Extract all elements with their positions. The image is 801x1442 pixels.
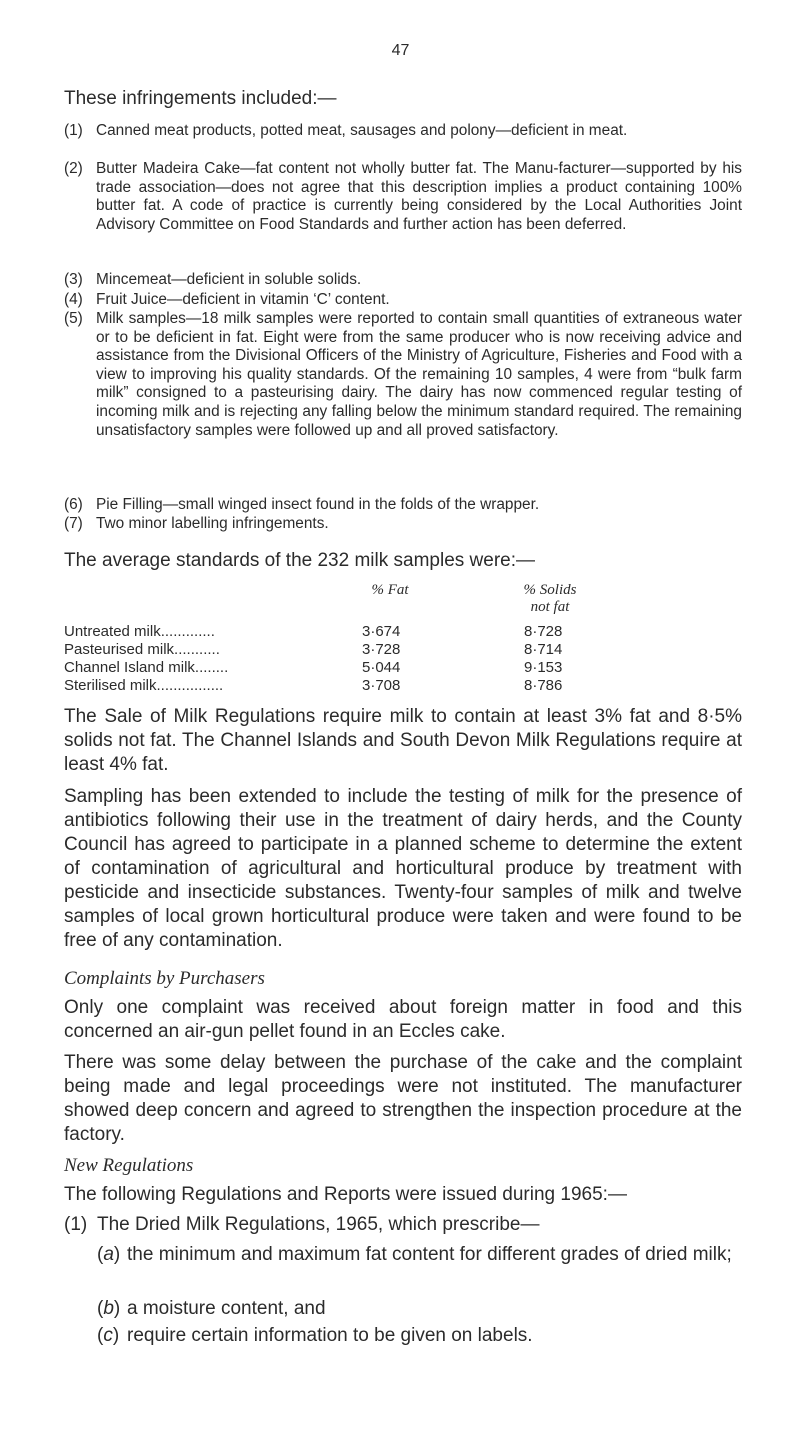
new-regulations-heading: New Regulations — [64, 1155, 194, 1176]
item-number: (7) — [64, 515, 83, 532]
item-number: (4) — [64, 291, 83, 308]
solids-value: 8·714 — [524, 641, 563, 658]
solids-value: 8·786 — [524, 677, 563, 694]
regulation-text: The Dried Milk Regulations, 1965, which prescribe— — [97, 1214, 540, 1235]
item-number: (6) — [64, 496, 83, 513]
item-text: Two minor labelling infringements. — [96, 515, 329, 532]
fat-value: 5·044 — [362, 659, 401, 676]
item-text: Canned meat products, potted meat, sausages and polony—deficient in meat. — [96, 122, 628, 139]
item-text: Fruit Juice—deficient in vitamin ‘C’ content. — [96, 291, 390, 308]
row-label: Untreated milk............. — [64, 623, 215, 640]
fat-value: 3·708 — [362, 677, 401, 694]
infringement-item — [64, 271, 742, 290]
infringement-item — [64, 310, 742, 440]
infringement-item — [64, 515, 742, 534]
regulation-number: (1) — [64, 1214, 88, 1235]
infringement-item — [64, 160, 742, 234]
item-number: (3) — [64, 271, 83, 288]
subitem-text: a moisture content, and — [127, 1298, 326, 1319]
regulation-item — [64, 1213, 742, 1237]
row-label: Channel Island milk........ — [64, 659, 229, 676]
col-header-fat: % Fat — [371, 582, 409, 598]
sampling-paragraph: Sampling has been extended to include the testing of milk for the presence of antibiotics following their use in the treatment of dairy herds, and the County Council has agreed to participate in a planned scheme to determine the extent of contamination of agricultural and horticultural produce by treatment with pesticide and insecticide substances. Twenty-four samples of milk and twelve samples of local grown horticultural produce were taken and were found to be free of any contamination. — [64, 786, 742, 951]
subitem-text: the minimum and maximum fat content for different grades of dried milk; — [127, 1244, 732, 1265]
infringement-item — [64, 122, 742, 141]
regulation-subitem — [97, 1297, 742, 1321]
subitem-letter: (c) — [97, 1325, 120, 1346]
row-label: Pasteurised milk........... — [64, 641, 220, 658]
milk-table-intro: The average standards of the 232 milk samples were:— — [64, 550, 536, 571]
subitem-letter: (b) — [97, 1298, 121, 1319]
subitem-text: require certain information to be given on labels. — [127, 1325, 533, 1346]
col-header-solids — [500, 582, 600, 616]
complaints-heading: Complaints by Purchasers — [64, 968, 265, 989]
row-label: Sterilised milk................ — [64, 677, 224, 694]
regulation-subitem — [97, 1324, 742, 1348]
fat-value: 3·728 — [362, 641, 401, 658]
infringements-heading: These infringements included:— — [64, 88, 337, 109]
item-text: Butter Madeira Cake—fat content not wholly butter fat. The Manu-facturer—supported by his trade association—does not agree that this description implies a product containing 100% butter fat. A code of practice is currently being considered by the Local Authorities Joint Advisory Committee on Food Standards and further action has been deferred. — [96, 160, 742, 233]
fat-value: 3·674 — [362, 623, 401, 640]
solids-value: 8·728 — [524, 623, 563, 640]
infringement-item — [64, 496, 742, 515]
item-number: (5) — [64, 310, 83, 327]
item-text: Mincemeat—deficient in soluble solids. — [96, 271, 362, 288]
page-number: 47 — [391, 42, 410, 59]
regulation-subitem — [97, 1243, 742, 1267]
infringement-item — [64, 291, 742, 310]
subitem-letter: (a) — [97, 1244, 121, 1265]
complaints-paragraph-1: Only one complaint was received about foreign matter in food and this concerned an air-gun pellet found in an Eccles cake. — [64, 997, 742, 1042]
new-regulations-intro: The following Regulations and Reports were issued during 1965:— — [64, 1184, 627, 1205]
col-header-solids-line1: % Solids — [523, 582, 577, 598]
solids-value: 9·153 — [524, 659, 563, 676]
milk-regulations-paragraph: The Sale of Milk Regulations require milk to contain at least 3% fat and 8·5% solids not fat. The Channel Islands and South Devon Milk Regulations require at least 4% fat. — [64, 706, 742, 775]
item-text: Pie Filling—small winged insect found in the folds of the wrapper. — [96, 496, 540, 513]
item-number: (1) — [64, 122, 83, 139]
complaints-paragraph-2: There was some delay between the purchase of the cake and the complaint being made and legal proceedings were not instituted. The manufacturer showed deep concern and agreed to strengthen the inspection procedure at the factory. — [64, 1052, 742, 1145]
item-number: (2) — [64, 160, 83, 177]
col-header-solids-line2: not fat — [530, 599, 570, 615]
item-text: Milk samples—18 milk samples were reported to contain small quantities of extraneous water or to be deficient in fat. Eight were from the same producer who is now receiving advice and assistance from the Divisional Officers of the Ministry of Agriculture, Fisheries and Food with a view to improving his quality standards. Of the remaining 10 samples, 4 were from “bulk farm milk” consigned to a pasteurising dairy. The dairy has now commenced regular testing of incoming milk and is rejecting any falling below the minimum standard required. The remaining unsatisfactory samples were followed up and all proved satisfactory. — [96, 310, 742, 439]
